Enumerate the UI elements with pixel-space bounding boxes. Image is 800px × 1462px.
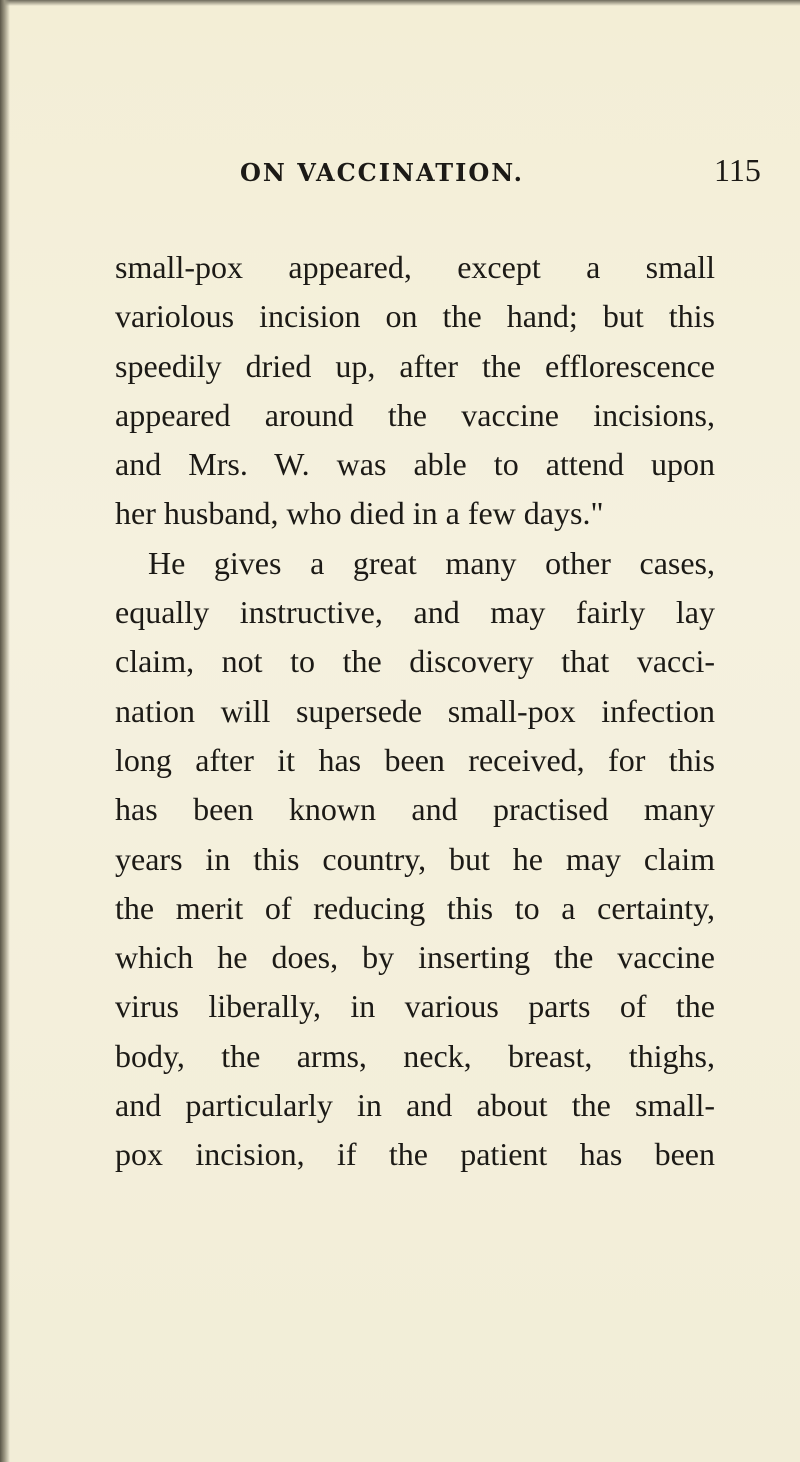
text-line: body, the arms, neck, breast, thighs, — [115, 1037, 715, 1074]
text-line: appeared around the vaccine incisions, — [115, 396, 715, 433]
paragraph-start-line: He gives a great many other cases, — [148, 544, 715, 581]
text-line: which he does, by inserting the vaccine — [115, 939, 715, 976]
running-head-title: ON VACCINATION. — [240, 158, 525, 187]
text-line: and Mrs. W. was able to attend upon — [115, 446, 715, 483]
running-head — [0, 152, 800, 192]
text-line: the merit of reducing this to a certainty, — [115, 889, 715, 926]
text-line: has been known and practised many — [115, 791, 715, 828]
text-line: nation will supersede small-pox infection — [115, 692, 715, 729]
text-line: virus liberally, in various parts of the — [115, 988, 715, 1025]
text-line: and particularly in and about the small- — [115, 1087, 715, 1124]
text-line: speedily dried up, after the efflorescence — [115, 347, 715, 384]
text-line: small-pox appeared, except a small — [115, 249, 715, 285]
text-line: claim, not to the discovery that vacci- — [115, 643, 715, 680]
text-line: years in this country, but he may claim — [115, 840, 715, 877]
body-text — [115, 243, 715, 1180]
binding-edge-shadow — [0, 0, 10, 1462]
text-line: equally instructive, and may fairly lay — [115, 594, 715, 631]
text-line: her husband, who died in a few days." — [115, 495, 604, 532]
page-number: 115 — [714, 152, 761, 188]
top-edge-shadow — [0, 0, 800, 6]
text-line: pox incision, if the patient has been — [115, 1136, 715, 1173]
text-line: long after it has been received, for this — [115, 741, 715, 778]
text-line: variolous incision on the hand; but this — [115, 298, 715, 335]
